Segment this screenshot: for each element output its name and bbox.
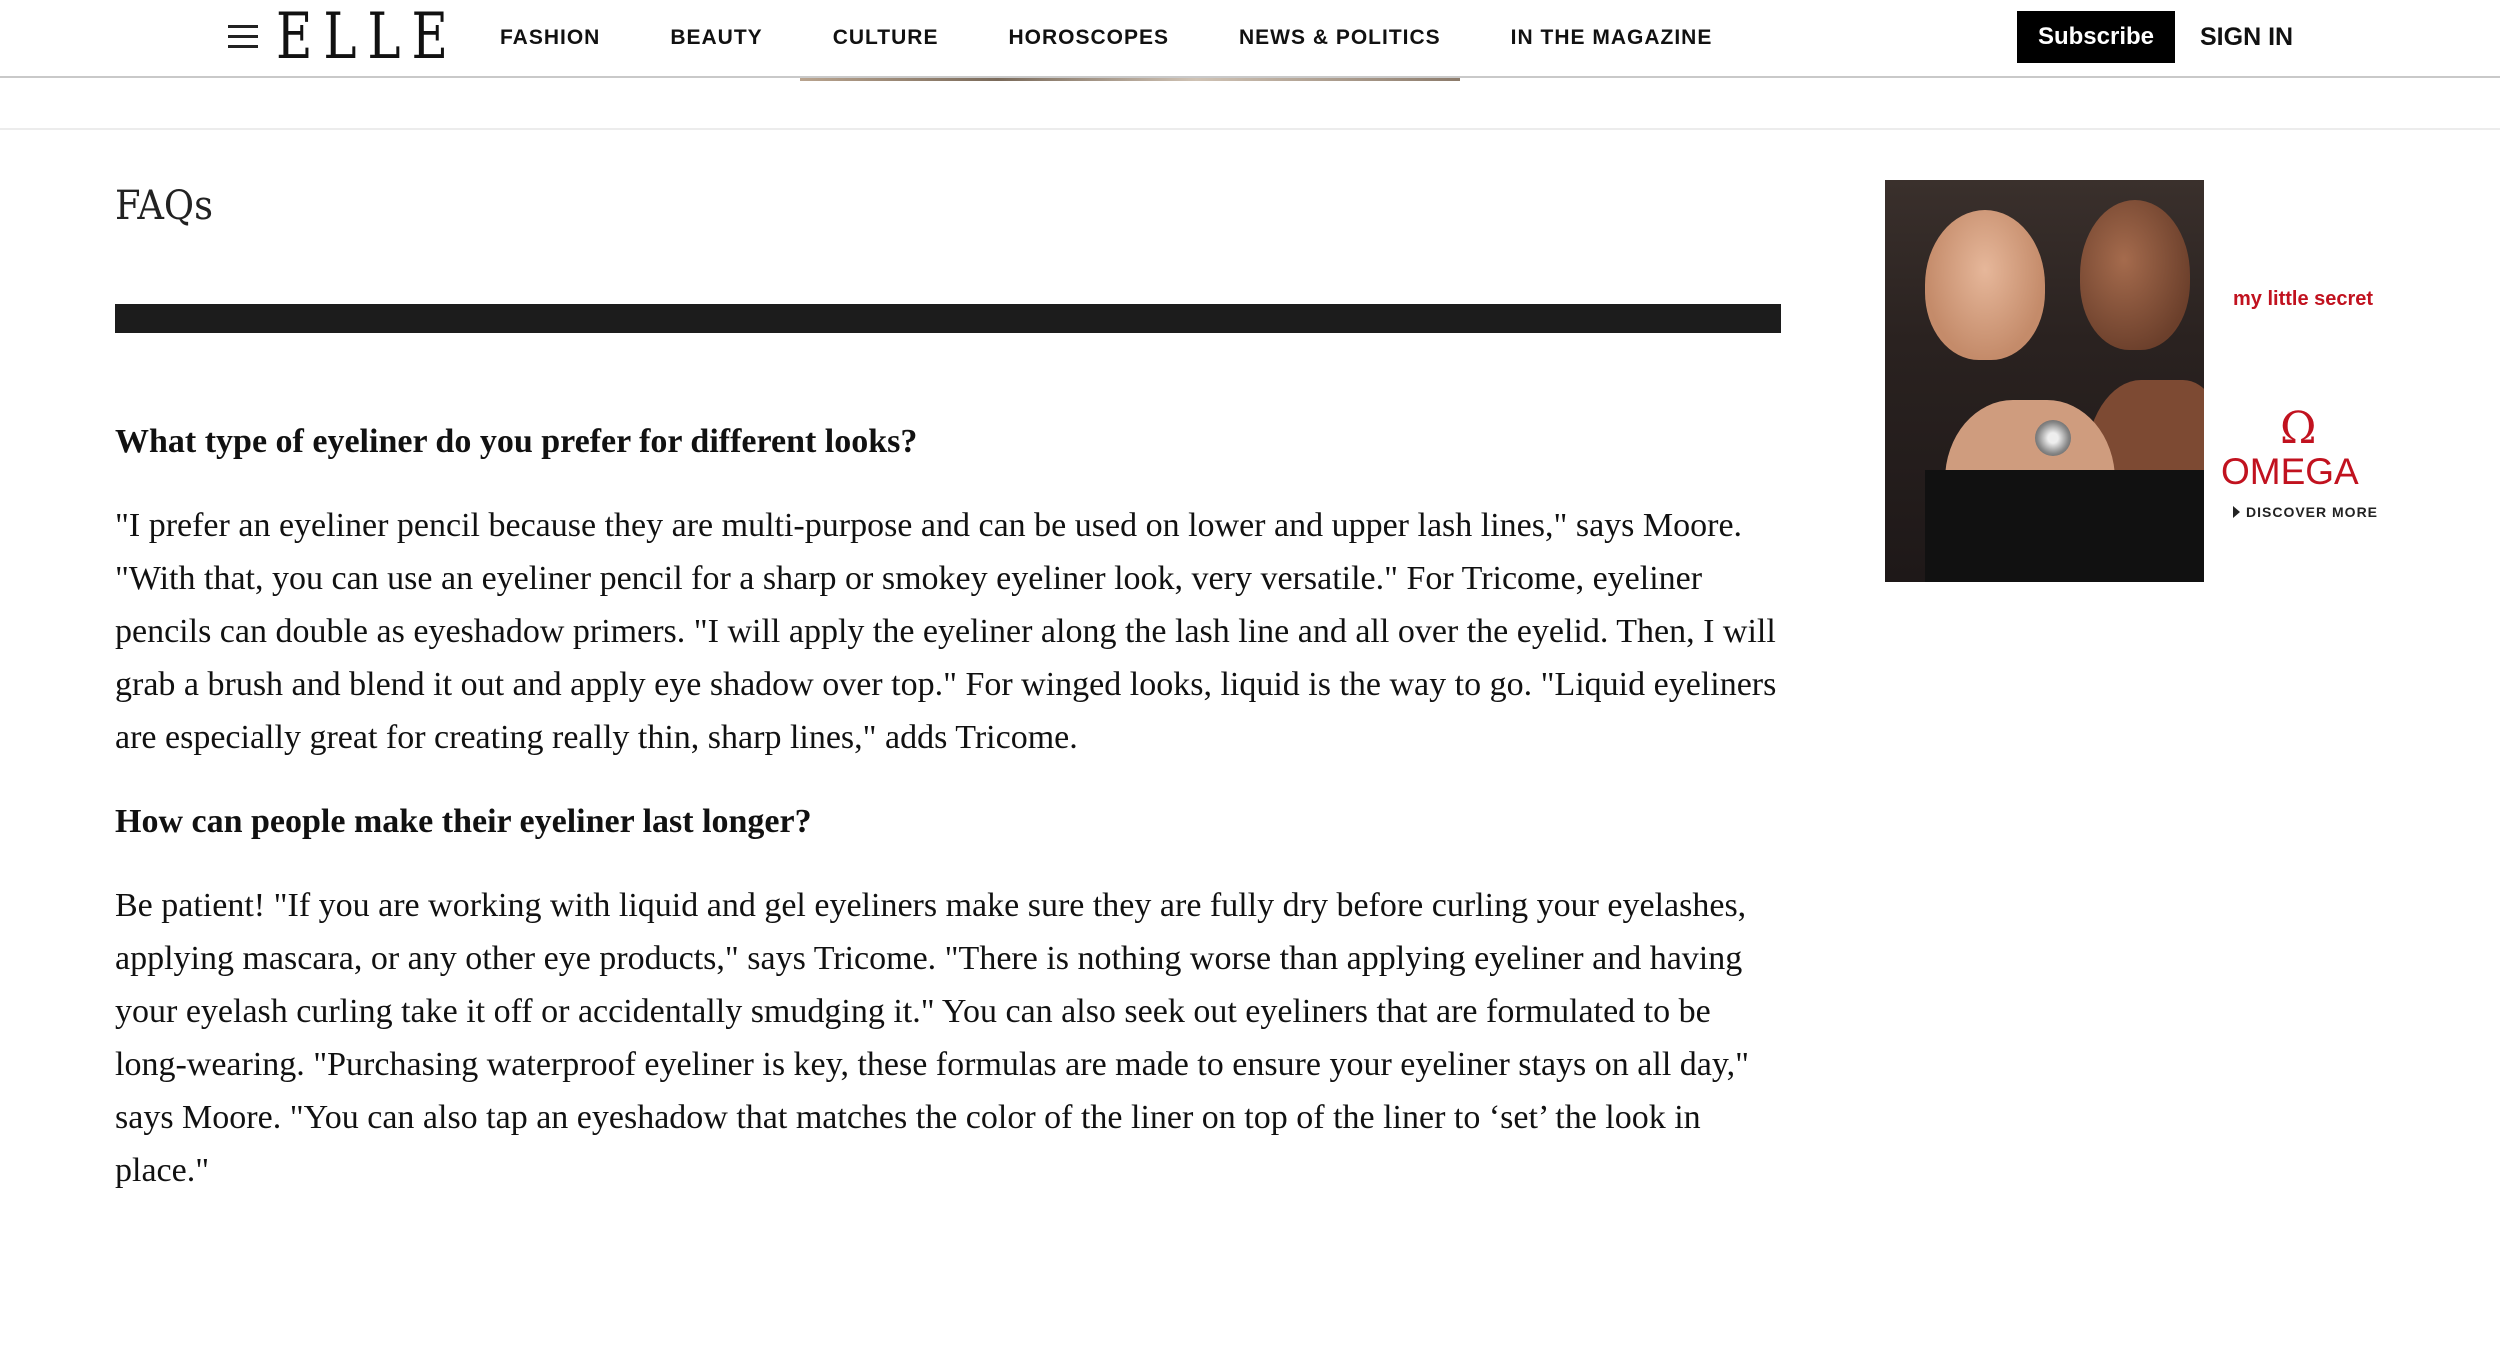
faq-answer: "I prefer an eyeliner pencil because they are multi-purpose and can be used on lower and upper lash lines," says Moore. "With that, you can use an eyeliner pencil for a sharp or smokey eyeliner look, very versatile." For Tricome, eyeliner pencils can double as eyeshadow primers. "I will apply the eyeliner along the lash line and all over the eyelid. Then, I will grab a brush and blend it out and apply eye shadow over top." For winged looks, liquid is the way to go. "Liquid eyeliners are especially great for creating really thin, sharp lines," adds Tricome. (115, 507, 1777, 756)
hamburger-menu-icon[interactable] (228, 24, 258, 50)
discover-more-link[interactable] (2233, 504, 2378, 520)
section-divider-bar (115, 304, 1781, 333)
subscribe-button[interactable]: Subscribe (2017, 11, 2175, 63)
nav-beauty[interactable]: BEAUTY (670, 26, 763, 49)
ad-photo[interactable] (1885, 180, 2204, 582)
ad-tagline: my little secret (2233, 288, 2374, 310)
elle-logo[interactable]: ELLE (276, 0, 459, 74)
nav-news-politics[interactable]: NEWS & POLITICS (1238, 26, 1441, 49)
faq-question: What type of eyeliner do you prefer for different looks? (115, 423, 918, 460)
faq-question: How can people make their eyeliner last longer? (115, 803, 812, 840)
ad-photo-figure (1925, 210, 2045, 360)
play-arrow-icon (2233, 506, 2240, 518)
banner-strip (0, 78, 2500, 130)
faqs-heading: FAQs (115, 183, 213, 229)
omega-advertisement[interactable] (1885, 180, 2390, 582)
faq-content (115, 415, 1785, 1228)
site-header (0, 0, 2500, 78)
faq-answer: Be patient! "If you are working with liquid and gel eyeliners make sure they are fully dry before curling your eyelashes, applying mascara, or any other eye products," says Tricome. "There is nothing worse than applying eyeliner and having your eyelash curling take it off or accidentally smudging it." You can also seek out eyeliners that are formulated to be long-wearing. "Purchasing waterproof eyeliner is key, these formulas are made to ensure your eyeliner stays on all day," says Moore. "You can also tap an eyeshadow that matches the color of the liner on top of the liner to ‘set’ the look in place." (115, 887, 1750, 1189)
ad-photo-figure (1925, 470, 2204, 582)
ad-brand-name: OMEGA (2221, 451, 2359, 492)
watch-image (2035, 420, 2071, 456)
nav-culture[interactable]: CULTURE (832, 26, 939, 49)
nav-horoscopes[interactable]: HOROSCOPES (1008, 26, 1169, 49)
omega-logo-icon: Ω (2280, 403, 2317, 454)
sign-in-link[interactable]: SIGN IN (2200, 22, 2294, 51)
discover-more-label: DISCOVER MORE (2246, 504, 2379, 520)
banner-image-edge (800, 78, 1460, 81)
ad-photo-figure (2080, 200, 2190, 350)
nav-in-the-magazine[interactable]: IN THE MAGAZINE (1510, 26, 1713, 49)
main-nav (500, 0, 1782, 76)
nav-fashion[interactable]: FASHION (500, 26, 601, 49)
